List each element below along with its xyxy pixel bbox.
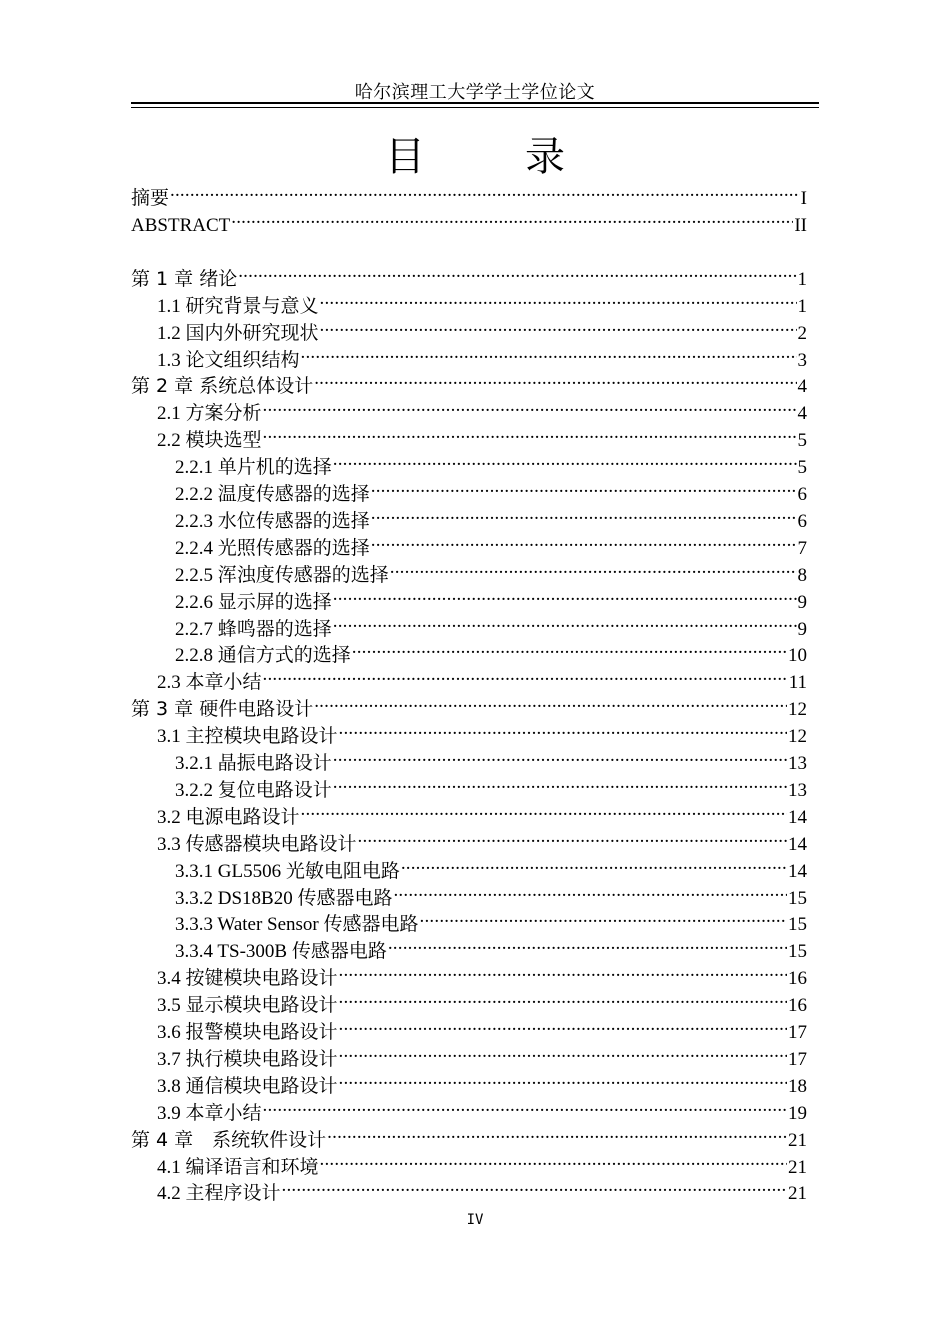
toc-entry-page: 16 — [788, 968, 807, 990]
dot-leader — [332, 581, 797, 608]
toc-entry-page: 8 — [797, 564, 807, 586]
toc-entry[interactable] — [157, 1172, 807, 1205]
toc-entry[interactable] — [157, 1146, 807, 1178]
running-header: 哈尔滨理工大学学士学位论文 — [354, 82, 596, 102]
dot-leader — [300, 339, 797, 366]
dot-leader — [313, 365, 796, 392]
toc-entry[interactable] — [131, 688, 807, 721]
dot-leader — [338, 1065, 787, 1092]
toc-entry-page: 15 — [788, 887, 807, 909]
dot-leader — [319, 285, 797, 312]
toc-entry-page: I — [800, 188, 807, 209]
toc-entry-label: 3.7 执行模块电路设计 — [157, 1048, 338, 1070]
toc-entry[interactable] — [175, 634, 807, 667]
toc-entry-page: 5 — [797, 430, 807, 452]
toc-entry[interactable] — [175, 581, 807, 613]
header-rule-thin — [131, 107, 819, 108]
toc-entry[interactable] — [157, 715, 807, 748]
toc-entry-label: 2.2.3 水位传感器的选择 — [175, 510, 370, 532]
toc-entry-page: 10 — [788, 645, 807, 667]
dot-leader — [332, 769, 787, 796]
toc-entry-label: 3.4 按键模块电路设计 — [157, 968, 338, 990]
toc-entry-label: 3.3.3 Water Sensor 传感器电路 — [175, 914, 419, 936]
toc-entry[interactable] — [131, 177, 807, 209]
toc-entry-label: 第 4 章 系统软件设计 — [131, 1128, 327, 1151]
dot-leader — [338, 957, 787, 984]
toc-entry-page: 5 — [797, 457, 807, 479]
header-rule-thick — [131, 102, 819, 104]
toc-entry-label: 1.3 论文组织结构 — [157, 349, 300, 371]
toc-entry-label: 2.2.4 光照传感器的选择 — [175, 537, 370, 559]
toc-entry-page: II — [794, 214, 807, 236]
toc-entry[interactable] — [157, 312, 807, 344]
toc-entry-page: 6 — [797, 484, 807, 505]
toc-entry-label: 4.1 编译语言和环境 — [157, 1156, 319, 1178]
toc-entry-label: 3.3.1 GL5506 光敏电阻电路 — [175, 860, 400, 882]
toc-entry-page: 4 — [797, 376, 807, 398]
dot-leader — [262, 1092, 787, 1119]
toc-entry-label: 1.2 国内外研究现状 — [157, 322, 319, 344]
dot-leader — [370, 527, 797, 554]
dot-leader — [357, 823, 787, 850]
toc-entry-label: 第 1 章 绪论 — [131, 267, 238, 290]
toc-entry-page: 1 — [797, 295, 807, 317]
toc-entry[interactable] — [175, 769, 807, 801]
toc-entry-label: 3.3.2 DS18B20 传感器电路 — [175, 887, 393, 909]
dot-leader — [313, 688, 787, 715]
dot-leader — [389, 554, 797, 581]
toc-entry-page: 17 — [788, 1022, 807, 1043]
toc-entry-page: 14 — [788, 806, 807, 828]
dot-leader — [351, 634, 787, 661]
toc-entry-page: 14 — [788, 860, 807, 882]
toc-entry-label: 3.3 传感器模块电路设计 — [157, 833, 357, 855]
toc-entry[interactable] — [131, 1119, 807, 1151]
toc-entry[interactable] — [157, 1038, 807, 1070]
toc-entry-label: 第 2 章 系统总体设计 — [131, 375, 314, 398]
toc-entry[interactable] — [157, 1092, 807, 1124]
toc-entry-label: 2.1 方案分析 — [157, 403, 262, 425]
dot-leader — [400, 850, 787, 877]
toc-entry-label: 2.3 本章小结 — [157, 672, 262, 694]
toc-entry-page: 4 — [797, 403, 807, 425]
dot-leader — [387, 930, 787, 957]
toc-entry-label: 2.2 模块选型 — [157, 430, 262, 452]
toc-entry-label: 3.9 本章小结 — [157, 1102, 262, 1124]
toc-entry-label: 3.6 报警模块电路设计 — [157, 1022, 338, 1043]
toc-entry-page: 9 — [797, 591, 807, 613]
toc-entry-page: 3 — [797, 349, 807, 371]
toc-entry-page: 13 — [788, 753, 807, 774]
dot-leader — [230, 204, 793, 231]
toc-entry-page: 21 — [788, 1156, 807, 1178]
toc-entry-page: 1 — [797, 268, 807, 290]
toc-entry-page: 6 — [797, 510, 807, 532]
toc-entry-label: 2.2.1 单片机的选择 — [175, 457, 332, 479]
toc-entry[interactable] — [175, 446, 807, 479]
toc-entry-page: 7 — [797, 537, 807, 559]
toc-entry-page: 18 — [788, 1075, 807, 1097]
toc-entry-label: 4.2 主程序设计 — [157, 1183, 281, 1205]
toc-entry[interactable] — [131, 204, 807, 236]
toc-entry-label: 3.2 电源电路设计 — [157, 806, 300, 828]
toc-entry[interactable] — [175, 903, 807, 936]
toc-entry-page: 11 — [788, 672, 807, 694]
dot-leader — [237, 258, 796, 285]
toc-entry-page: 14 — [788, 833, 807, 855]
toc-entry-label: 摘要 — [131, 187, 170, 209]
page-title: 目 录 — [385, 134, 595, 180]
toc-entry-label: 2.2.5 浑浊度传感器的选择 — [175, 564, 389, 586]
toc-entry[interactable] — [175, 500, 807, 532]
toc-entry-page: 12 — [788, 726, 807, 748]
toc-entry[interactable] — [157, 661, 807, 694]
dot-leader — [338, 1038, 787, 1065]
toc-entry-page: 21 — [788, 1129, 807, 1151]
dot-leader — [338, 715, 787, 742]
toc-entry-page: 21 — [788, 1183, 807, 1205]
dot-leader — [370, 500, 797, 527]
toc-entry-label: 3.8 通信模块电路设计 — [157, 1075, 338, 1097]
toc-entry[interactable] — [131, 365, 807, 398]
dot-leader — [319, 312, 797, 339]
toc-entry-page: 9 — [797, 618, 807, 640]
dot-leader — [326, 1119, 787, 1146]
toc-entry[interactable] — [157, 823, 807, 855]
dot-leader — [332, 446, 797, 473]
toc-entry[interactable] — [157, 1011, 807, 1043]
dot-leader — [332, 742, 787, 769]
toc-entry[interactable] — [157, 392, 807, 425]
toc-entry-label: 3.1 主控模块电路设计 — [157, 726, 338, 748]
dot-leader — [169, 177, 800, 204]
toc-entry[interactable] — [175, 877, 807, 909]
toc-entry[interactable] — [175, 850, 807, 882]
toc-entry-page: 15 — [788, 914, 807, 936]
dot-leader — [262, 419, 797, 446]
toc-entry-label: 2.2.7 蜂鸣器的选择 — [175, 618, 332, 640]
dot-leader — [300, 796, 787, 823]
toc-entry[interactable] — [131, 258, 807, 290]
toc-entry[interactable] — [175, 473, 807, 505]
toc-entry-label: 3.3.4 TS-300B 传感器电路 — [175, 941, 387, 963]
dot-leader — [370, 473, 797, 500]
toc-entry-label: 3.5 显示模块电路设计 — [157, 995, 338, 1017]
toc-entry-label: 第 3 章 硬件电路设计 — [131, 698, 314, 721]
toc-entry-page: 2 — [797, 322, 807, 344]
toc-entry[interactable] — [157, 285, 807, 317]
toc-entry-label: 3.2.2 复位电路设计 — [175, 779, 332, 801]
dot-leader — [262, 661, 788, 688]
toc-entry[interactable] — [175, 608, 807, 640]
toc-entry-page: 16 — [788, 995, 807, 1017]
dot-leader — [281, 1172, 787, 1199]
toc-entry[interactable] — [157, 1065, 807, 1097]
dot-leader — [332, 608, 797, 635]
toc-entry[interactable] — [157, 957, 807, 990]
toc-entry[interactable] — [157, 419, 807, 452]
dot-leader — [419, 903, 787, 930]
toc-entry[interactable] — [175, 742, 807, 774]
dot-leader — [319, 1146, 787, 1173]
dot-leader — [392, 877, 787, 904]
dot-leader — [338, 984, 787, 1011]
toc-entry-label: 1.1 研究背景与意义 — [157, 295, 319, 317]
toc-entry-page: 19 — [788, 1102, 807, 1124]
toc-entry-page: 17 — [788, 1048, 807, 1070]
toc-entry-label: 3.2.1 晶振电路设计 — [175, 753, 332, 774]
toc-entry-label: 2.2.2 温度传感器的选择 — [175, 484, 370, 505]
toc-entry-page: 15 — [788, 941, 807, 963]
toc-entry[interactable] — [157, 339, 807, 371]
toc-entry-page: 12 — [788, 699, 807, 721]
toc-entry[interactable] — [157, 984, 807, 1017]
toc-entry-label: 2.2.8 通信方式的选择 — [175, 645, 351, 667]
toc-entry-label: 2.2.6 显示屏的选择 — [175, 591, 332, 613]
toc-entry[interactable] — [175, 527, 807, 559]
dot-leader — [338, 1011, 787, 1038]
dot-leader — [262, 392, 797, 419]
toc-entry[interactable] — [175, 930, 807, 963]
page-number: IV — [466, 1212, 484, 1228]
toc-entry[interactable] — [175, 554, 807, 586]
toc-entry-page: 13 — [788, 779, 807, 801]
toc-entry-label: ABSTRACT — [131, 214, 231, 236]
toc-entry[interactable] — [157, 796, 807, 828]
